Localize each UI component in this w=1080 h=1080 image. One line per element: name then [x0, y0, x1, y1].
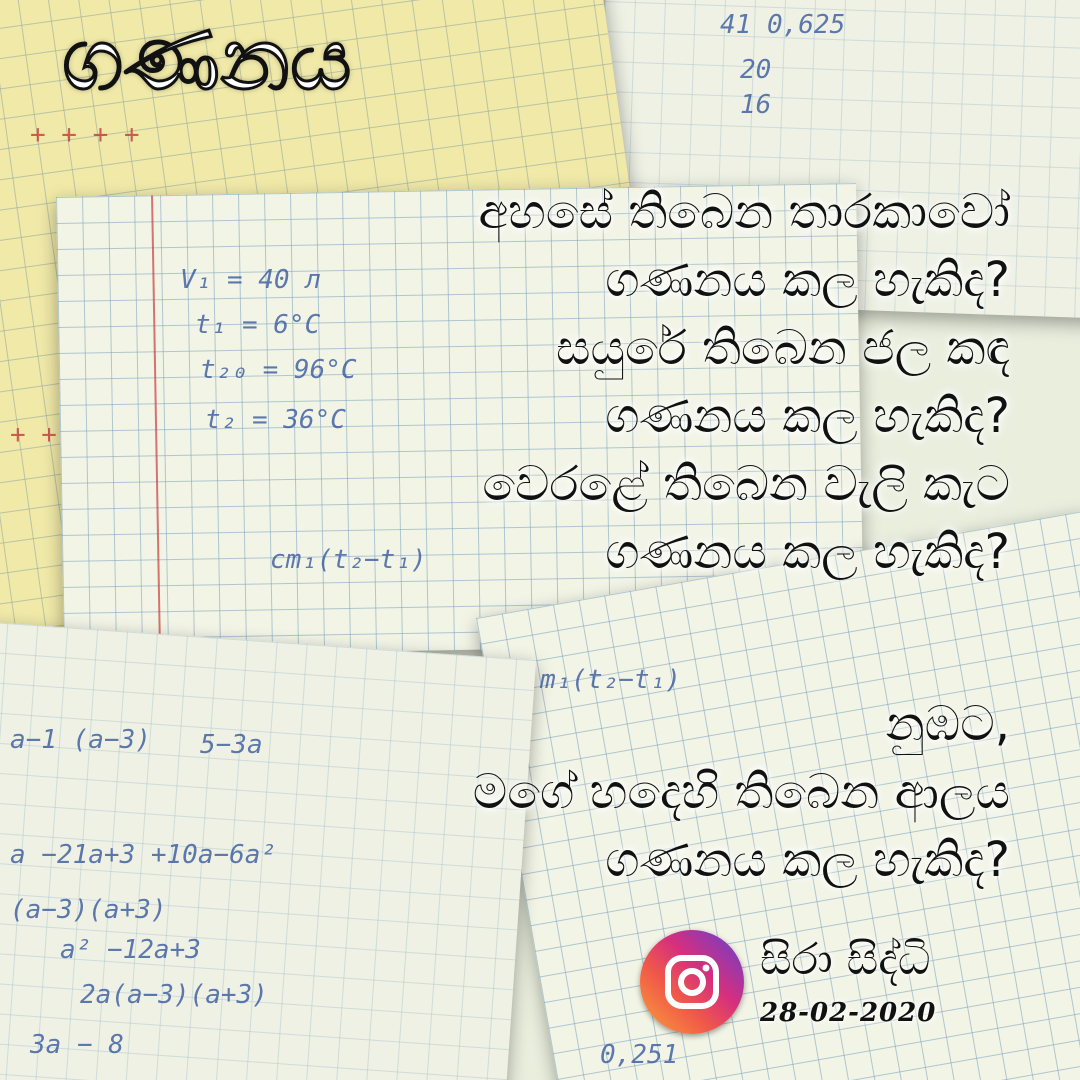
scribble: 16 — [740, 90, 772, 120]
scribble: t₁ = 6°C — [195, 310, 321, 340]
scribble: V₁ = 40 л — [180, 265, 321, 295]
poem-line: මගේ හදෙහි තිබෙන ආලය — [472, 764, 1010, 820]
author-signature — [640, 930, 980, 1040]
scribble: 20 — [740, 55, 772, 85]
poem-line: ගණනය කල හැකිද? — [605, 252, 1010, 308]
poem-title: ගණනය — [62, 10, 352, 110]
instagram-icon[interactable] — [640, 930, 744, 1034]
poem-stanza-1 — [478, 178, 1010, 586]
scribble: cm₁(t₂−t₁) — [270, 545, 427, 575]
scribble: t₂ = 36°C — [205, 405, 346, 435]
scribble: 5−3a — [200, 730, 263, 760]
scribble: + + — [10, 420, 57, 450]
poem-line: අහසේ තිබෙන තාරකාවෝ — [478, 184, 1010, 240]
scribble: a−1 (a−3) — [10, 725, 151, 755]
scribble: m₁(t₂−t₁) — [540, 665, 681, 695]
poem-line: ගණනය කල හැකිද? — [605, 524, 1010, 580]
poem-line: ගණනය කල හැකිද? — [605, 832, 1010, 888]
poem-line: වෙරළේ තිබෙන වැලි කැට — [482, 456, 1010, 512]
scribble: a −21a+3 +10a−6a² — [10, 840, 277, 870]
scribble: t₂₀ = 96°C — [200, 355, 357, 385]
scribble: a² −12a+3 — [60, 935, 201, 965]
poem-stanza-2 — [473, 690, 1010, 894]
scribble: 3a − 8 — [30, 1030, 124, 1060]
scribble: 0,251 — [600, 1040, 679, 1070]
post-date: 28-02-2020 — [760, 998, 937, 1028]
poem-line: ගණනය කල හැකිද? — [605, 388, 1010, 444]
poem-line: නුඹට, — [885, 696, 1010, 752]
scribble: (a−3)(a+3) — [10, 895, 167, 925]
scribble: 41 0,625 — [720, 10, 846, 40]
scribble: 2a(a−3)(a+3) — [80, 980, 268, 1010]
author-name: සිරා සිද්ධි — [760, 934, 931, 985]
scribble: + + + + — [30, 120, 140, 150]
poem-line: සයුරේ තිබෙන ජල කඳ — [555, 320, 1010, 376]
